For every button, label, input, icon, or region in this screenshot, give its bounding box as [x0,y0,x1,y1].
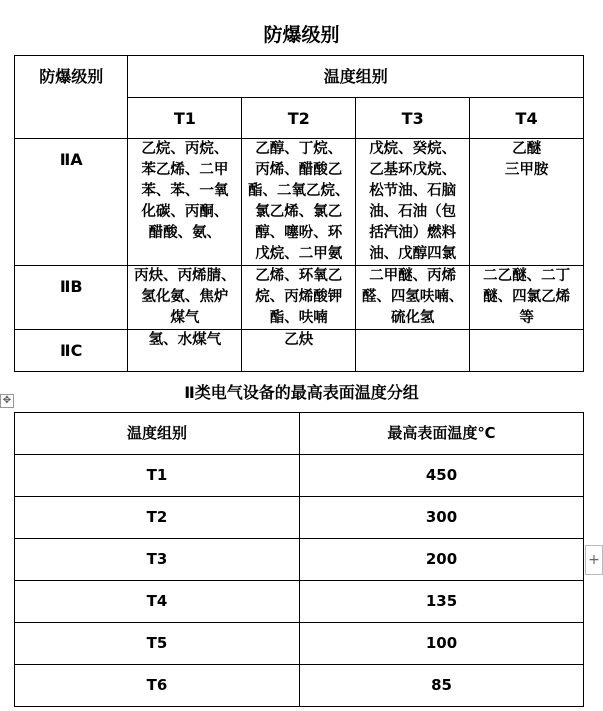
substance-cell [470,330,584,372]
table-row [15,539,584,581]
substance-cell [242,266,356,330]
temp-group-cell: T5 [15,623,300,665]
table-row [15,665,584,707]
cell-line: 松节油、石脑 [369,183,457,199]
cell-line: 戊烷、二甲氨 [255,246,343,262]
substance-cell [356,139,470,266]
substance-cell [242,330,356,372]
header-level: 防爆级别 [15,56,128,139]
header-temp-group: 温度组别 [15,413,300,455]
header-temp-group: 温度组别 [128,56,584,98]
max-temp-cell: 300 [300,497,584,539]
temp-group-T4: T4 [470,98,584,139]
max-temp-cell: 100 [300,623,584,665]
table-row [15,139,584,266]
cell-line: 醛、四氢呋喃、 [361,289,464,305]
cell-line: 三甲胺 [504,162,549,178]
cell-line: 二乙醚、二丁 [483,268,571,284]
temp-group-T1: T1 [128,98,242,139]
cell-line: 醚、四氯乙烯 [483,289,571,305]
max-temp-cell: 200 [300,539,584,581]
table-move-handle-icon[interactable]: ✥ [0,394,14,408]
cell-line: 氯乙烯、氯乙 [255,204,343,220]
level-cell: ⅡA [15,139,128,266]
max-temp-cell: 85 [300,665,584,707]
cell-line: 醇、噻吩、环 [255,225,343,241]
substance-cell [470,266,584,330]
cell-line: 苯、苯、一氧 [141,183,229,199]
cell-line: 乙炔 [284,332,314,348]
temp-group-T2: T2 [242,98,356,139]
cell-line: 苯乙烯、二甲 [141,162,229,178]
table-row [15,330,584,372]
cell-line: 乙烯、环氧乙 [255,268,343,284]
substance-cell [242,139,356,266]
temp-group-cell: T4 [15,581,300,623]
surface-temperature-table [14,412,584,707]
cell-line: 醋酸、氨、 [148,225,222,241]
cell-line: 乙醇、丁烷、 [255,141,343,157]
table1-title: 防爆级别 [263,24,340,46]
cell-line: 氢化氨、焦炉 [141,289,229,305]
cell-line: 丙烯、醋酸乙 [255,162,343,178]
cell-line: 氢、水煤气 [148,332,222,348]
cell-line: 等 [519,310,534,326]
substance-cell [356,266,470,330]
header-max-surface-temp: 最高表面温度℃ [300,413,584,455]
temp-group-cell: T1 [15,455,300,497]
temp-group-T3: T3 [356,98,470,139]
cell-line: 油、戊醇四氯 [369,246,457,262]
table-row [15,266,584,330]
cell-line: 煤气 [170,310,200,326]
explosion-proof-table [14,55,584,372]
cell-line: 乙烷、丙烷、 [141,141,229,157]
substance-cell [128,139,242,266]
substance-cell [128,330,242,372]
substance-cell [470,139,584,266]
table-row [15,497,584,539]
table2-title: Ⅱ类电气设备的最高表面温度分组 [184,383,419,402]
cell-line: 二甲醚、丙烯 [369,268,457,284]
table-row [15,623,584,665]
cell-line: 乙基环戊烷、 [369,162,457,178]
max-temp-cell: 135 [300,581,584,623]
level-cell: ⅡB [15,266,128,330]
cell-line: 酯、呋喃 [269,310,328,326]
cell-line: 乙醚 [512,141,542,157]
cell-line: 化碳、丙酮、 [141,204,229,220]
cell-line: 酯、二氧乙烷、 [248,183,350,199]
substance-cell [356,330,470,372]
cell-line: 烷、丙烯酸钾 [255,289,343,305]
temp-group-cell: T6 [15,665,300,707]
temp-group-cell: T2 [15,497,300,539]
cell-line: 括汽油）燃料 [369,225,457,241]
table-row [15,455,584,497]
max-temp-cell: 450 [300,455,584,497]
cell-line: 硫化氢 [390,310,435,326]
table-row [15,581,584,623]
substance-cell [128,266,242,330]
level-cell: ⅡC [15,330,128,372]
temp-group-cell: T3 [15,539,300,581]
cell-line: 戊烷、癸烷、 [369,141,457,157]
add-row-button[interactable]: + [585,545,603,575]
cell-line: 丙炔、丙烯腈、 [134,268,236,284]
cell-line: 油、石油（包 [369,204,457,220]
